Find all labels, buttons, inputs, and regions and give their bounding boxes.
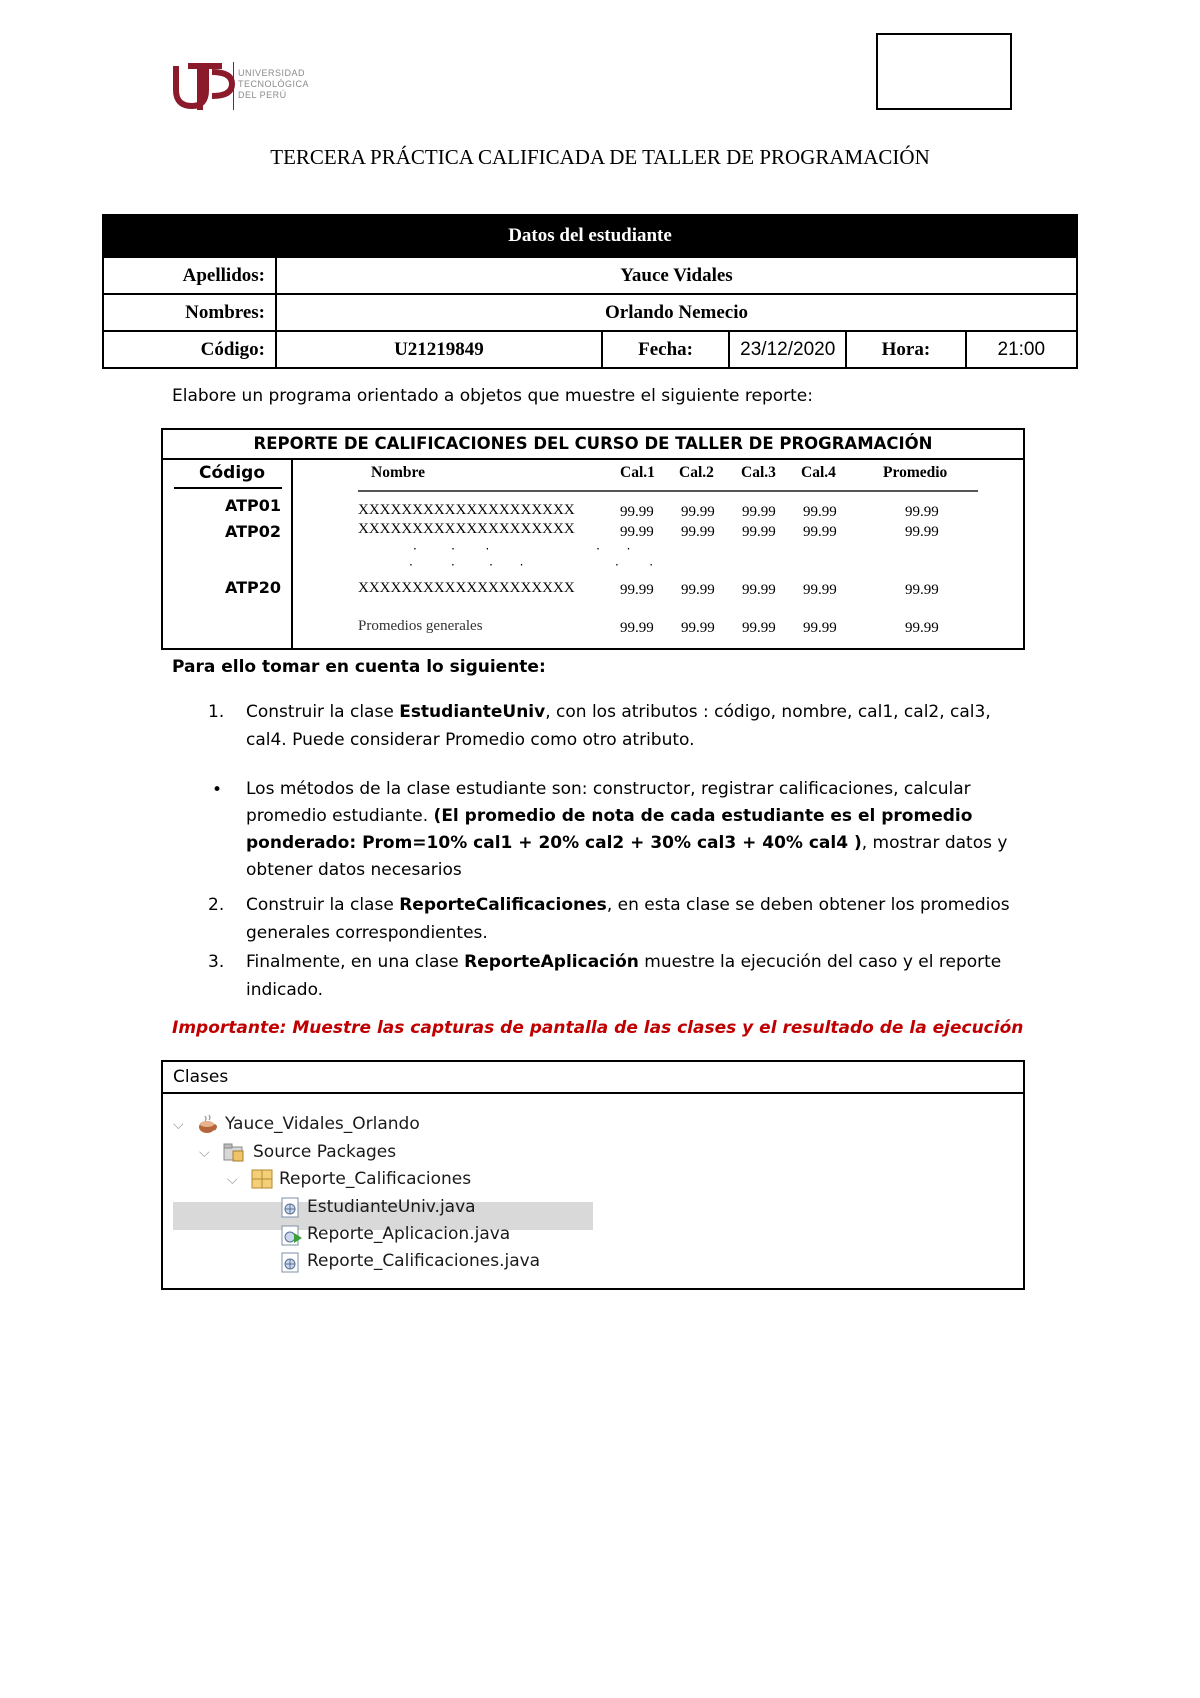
- list-marker: 1.: [208, 702, 225, 722]
- item-text: Construir la clase: [246, 702, 400, 722]
- formula-text: (El promedio de nota de cada estudiante es el promedio ponderado: Prom=10% cal1 + 20% cal2 + 30% cal3 + 40% cal4 ): [246, 806, 973, 853]
- class-name: EstudianteUniv: [399, 702, 546, 722]
- hora-value: 21:00: [966, 331, 1077, 368]
- item-text: , con los atributos : código, nombre, cal1, cal2, cal3, cal4. Puede considerar Promedio como otro atributo.: [246, 702, 991, 750]
- package-icon: [251, 1169, 273, 1193]
- report-general-prom: 99.99: [905, 620, 939, 636]
- chevron-down-icon[interactable]: ⌵: [227, 1172, 238, 1188]
- divider: [174, 487, 282, 489]
- nombres-label: Nombres:: [103, 294, 276, 331]
- divider: [163, 1092, 1023, 1094]
- file-item-estudianteuniv[interactable]: EstudianteUniv.java: [307, 1197, 476, 1217]
- source-packages-node[interactable]: Source Packages: [253, 1142, 397, 1162]
- logo-line: UNIVERSIDAD: [238, 68, 306, 78]
- report-example: [161, 428, 1025, 650]
- report-row-name: XXXXXXXXXXXXXXXXXXXX: [358, 580, 575, 596]
- package-node[interactable]: Reporte_Calificaciones: [279, 1169, 472, 1189]
- ellipsis-dots: · · · · · ·: [409, 558, 654, 572]
- file-item-reporte-aplicacion[interactable]: Reporte_Aplicacion.java: [307, 1224, 511, 1244]
- student-data-table: [102, 214, 1078, 369]
- report-row-cal: 99.99: [803, 582, 837, 598]
- instruction-item-2: [246, 891, 1046, 947]
- report-row-prom: 99.99: [905, 524, 939, 540]
- report-row-cal: 99.99: [742, 582, 776, 598]
- report-row-cal: 99.99: [742, 524, 776, 540]
- codigo-label: Código:: [103, 331, 276, 368]
- logo-line: TECNOLÓGICA: [238, 79, 310, 89]
- apellidos-value: Yauce Vidales: [276, 257, 1077, 294]
- report-row-name: XXXXXXXXXXXXXXXXXXXX: [358, 502, 575, 518]
- report-row-cal: 99.99: [620, 524, 654, 540]
- report-header-cal3: Cal.3: [741, 464, 776, 481]
- java-file-icon: [281, 1197, 301, 1223]
- chevron-down-icon[interactable]: ⌵: [173, 1117, 184, 1133]
- report-row-code: ATP01: [225, 496, 282, 515]
- report-header-nombre: Nombre: [371, 464, 425, 481]
- report-title: REPORTE DE CALIFICACIONES DEL CURSO DE TALLER DE PROGRAMACIÓN: [253, 434, 933, 453]
- report-row-cal: 99.99: [681, 524, 715, 540]
- report-header-cal4: Cal.4: [801, 464, 836, 481]
- nombres-value: Orlando Nemecio: [276, 294, 1077, 331]
- java-file-icon: [281, 1252, 301, 1278]
- apellidos-label: Apellidos:: [103, 257, 276, 294]
- utp-logo-icon: [172, 60, 236, 112]
- hora-label: Hora:: [846, 331, 965, 368]
- report-code-header: Código: [199, 463, 265, 483]
- important-note: Importante: Muestre las capturas de pantalla de las clases y el resultado de la ejecución: [172, 1018, 1024, 1038]
- fecha-value: 23/12/2020: [729, 331, 846, 368]
- divider: [291, 458, 293, 648]
- report-general-cal: 99.99: [803, 620, 837, 636]
- java-main-file-icon: [281, 1225, 303, 1251]
- logo-line: DEL PERÚ: [238, 90, 287, 100]
- logo-text: [238, 68, 309, 101]
- report-row-code: ATP20: [225, 578, 282, 597]
- student-table-heading: Datos del estudiante: [103, 215, 1077, 257]
- folder-icon: [223, 1142, 245, 1166]
- divider: [358, 490, 978, 492]
- clases-box: [161, 1060, 1025, 1290]
- report-row-name: XXXXXXXXXXXXXXXXXXXX: [358, 521, 575, 537]
- report-row-prom: 99.99: [905, 582, 939, 598]
- report-header-cal2: Cal.2: [679, 464, 714, 481]
- report-general-cal: 99.99: [742, 620, 776, 636]
- report-general-cal: 99.99: [681, 620, 715, 636]
- class-name: ReporteCalificaciones: [399, 895, 607, 915]
- item-text: , en esta clase se deben obtener los promedios generales correspondientes.: [246, 895, 1010, 943]
- instruction-item-1: [246, 698, 1036, 754]
- item-text: Los métodos de la clase estudiante son: constructor, registrar calificaciones, calcular promedio estudiante.: [246, 779, 971, 826]
- report-header-promedio: Promedio: [883, 464, 948, 481]
- report-row-cal: 99.99: [620, 582, 654, 598]
- fecha-label: Fecha:: [602, 331, 729, 368]
- report-row-cal: 99.99: [681, 504, 715, 520]
- codigo-value: U21219849: [276, 331, 602, 368]
- instructions-heading: Para ello tomar en cuenta lo siguiente:: [172, 657, 546, 677]
- logo-divider: [233, 62, 234, 110]
- report-row-cal: 99.99: [681, 582, 715, 598]
- list-marker: •: [212, 780, 223, 800]
- report-row-code: ATP02: [225, 522, 282, 541]
- report-row-cal: 99.99: [620, 504, 654, 520]
- project-node[interactable]: Yauce_Vidales_Orlando: [225, 1114, 420, 1134]
- report-header-cal1: Cal.1: [620, 464, 655, 481]
- chevron-down-icon[interactable]: ⌵: [199, 1145, 210, 1161]
- report-row-cal: 99.99: [803, 504, 837, 520]
- item-text: muestre la ejecución del caso y el reporte indicado.: [246, 952, 1002, 1000]
- instruction-bullet: [246, 776, 1036, 884]
- grade-box: [876, 33, 1012, 110]
- item-text: Finalmente, en una clase: [246, 952, 465, 972]
- clases-title: Clases: [173, 1067, 229, 1087]
- ellipsis-dots: · · · · ·: [413, 542, 631, 556]
- class-name: ReporteAplicación: [464, 952, 639, 972]
- item-text: Construir la clase: [246, 895, 400, 915]
- utp-logo: [172, 60, 236, 112]
- report-row-cal: 99.99: [742, 504, 776, 520]
- list-marker: 3.: [208, 952, 225, 972]
- report-general-cal: 99.99: [620, 620, 654, 636]
- file-item-reporte-calificaciones[interactable]: Reporte_Calificaciones.java: [307, 1251, 541, 1271]
- report-general-label: Promedios generales: [358, 618, 483, 634]
- report-row-prom: 99.99: [905, 504, 939, 520]
- page-title: TERCERA PRÁCTICA CALIFICADA DE TALLER DE PROGRAMACIÓN: [270, 145, 930, 169]
- coffee-cup-icon: [197, 1114, 219, 1140]
- item-text: , mostrar datos y obtener datos necesarios: [246, 833, 1008, 880]
- report-row-cal: 99.99: [803, 524, 837, 540]
- list-marker: 2.: [208, 895, 225, 915]
- instruction-item-3: [246, 948, 1046, 1004]
- prompt-text: Elabore un programa orientado a objetos que muestre el siguiente reporte:: [172, 386, 813, 406]
